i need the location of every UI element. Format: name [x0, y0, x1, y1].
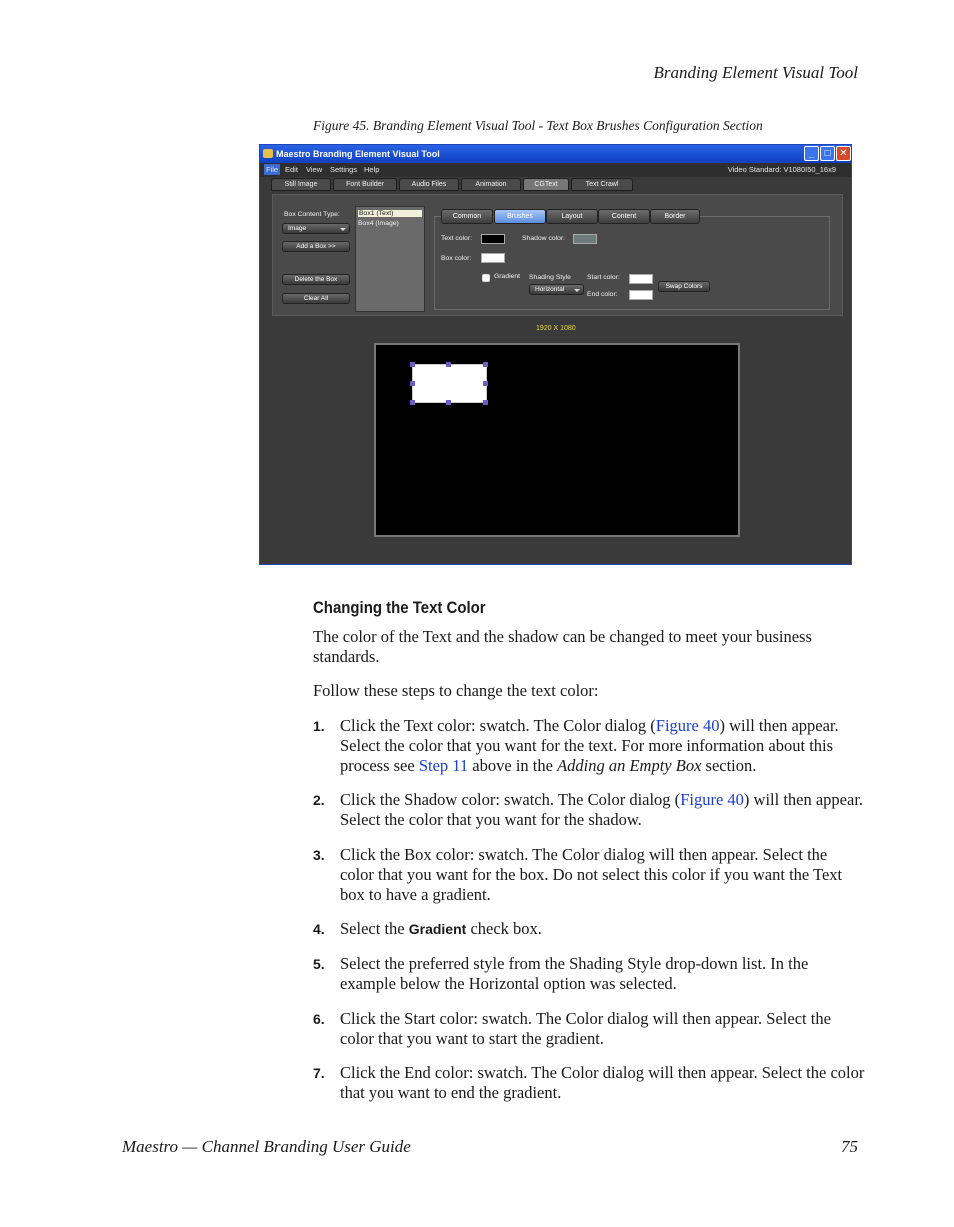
step-text-part: above in the	[468, 756, 558, 775]
intro-paragraph: The color of the Text and the shadow can be changed to meet your business standards.	[313, 627, 812, 666]
step-text: Click the Box color: swatch. The Color dialog will then appear. Select the color that you want for the box. Do not select this color if you want the Text box to have a gradient.	[340, 845, 843, 904]
figure-40-link[interactable]: Figure 40	[655, 716, 720, 735]
step-11-link[interactable]: Step 11	[418, 756, 469, 775]
chevron-down-icon	[574, 289, 580, 292]
running-header: Branding Element Visual Tool	[653, 63, 858, 82]
step-text	[340, 790, 865, 830]
tab-cgtext[interactable]: CGText	[523, 178, 569, 191]
minimize-icon[interactable]: _	[804, 146, 819, 161]
step-number: 1.	[313, 718, 325, 734]
step-text-part: section.	[701, 756, 757, 775]
text-color-swatch[interactable]	[481, 234, 505, 244]
figure-caption: Figure 45. Branding Element Visual Tool - Text Box Brushes Configuration Section	[313, 118, 763, 133]
step-text-bold: Gradient	[408, 921, 467, 937]
menu-file[interactable]: File	[266, 165, 279, 174]
end-color-swatch[interactable]	[629, 290, 653, 300]
box-list[interactable]	[355, 206, 425, 312]
step-text: Select the preferred style from the Shading Style drop-down list. In the example below the Horizontal option was selected.	[340, 954, 809, 993]
step-number: 3.	[313, 847, 325, 863]
close-icon[interactable]: ✕	[836, 146, 851, 161]
shading-style-value: Horizontal	[535, 286, 565, 293]
app-window-screenshot	[259, 144, 852, 565]
content-type-dropdown[interactable]	[282, 223, 350, 234]
text-color-label: Text color:	[441, 235, 472, 242]
swap-colors-button[interactable]: Swap Colors	[658, 281, 710, 292]
shadow-color-swatch[interactable]	[573, 234, 597, 244]
step-number: 7.	[313, 1065, 325, 1081]
subtab-layout[interactable]: Layout	[546, 209, 598, 224]
shading-style-dropdown[interactable]	[529, 284, 584, 295]
subtab-content[interactable]: Content	[598, 209, 650, 224]
clear-all-button[interactable]: Clear All	[282, 293, 350, 304]
list-item[interactable]: Box4 (Image)	[358, 220, 399, 227]
resize-handle[interactable]	[410, 400, 415, 405]
step-text-part: Click the Text color: swatch. The Color dialog (	[340, 716, 656, 735]
step-text	[340, 919, 865, 939]
tab-font-builder[interactable]: Font Builder	[333, 178, 397, 191]
preview-canvas[interactable]	[374, 343, 740, 537]
subtab-brushes[interactable]: Brushes	[494, 209, 546, 224]
gradient-checkbox[interactable]	[482, 274, 490, 282]
step-text-italic: Adding an Empty Box	[557, 756, 702, 775]
video-standard: Video Standard: V1080I50_16x9	[727, 165, 836, 174]
resize-handle[interactable]	[483, 381, 488, 386]
lead-paragraph: Follow these steps to change the text color:	[313, 681, 599, 700]
box-color-swatch[interactable]	[481, 253, 505, 263]
gradient-label: Gradient	[494, 273, 521, 280]
selected-text-box[interactable]	[412, 364, 487, 403]
main-tabs	[260, 177, 851, 192]
delete-box-button[interactable]: Delete the Box	[282, 274, 350, 285]
chevron-down-icon	[340, 228, 346, 231]
resize-handle[interactable]	[410, 381, 415, 386]
menu-bar	[260, 163, 851, 177]
step-text-part: ) will then appear. Select the color that you want for the shadow.	[340, 790, 864, 829]
step-text: Click the Start color: swatch. The Color dialog will then appear. Select the color that you want to start the gradient.	[340, 1009, 831, 1048]
start-color-label: Start color:	[587, 274, 620, 281]
menu-edit[interactable]: Edit	[285, 165, 298, 174]
step-text	[340, 716, 865, 776]
step-number: 4.	[313, 921, 325, 937]
window-title: Maestro Branding Element Visual Tool	[276, 149, 440, 159]
tab-text-crawl[interactable]: Text Crawl	[571, 178, 633, 191]
footer-title: Maestro — Channel Branding User Guide	[122, 1137, 411, 1156]
step-text-part: Click the Shadow color: swatch. The Color dialog (	[340, 790, 681, 809]
tab-audio-files[interactable]: Audio Files	[399, 178, 459, 191]
box-content-type-label: Box Content Type:	[284, 211, 340, 218]
menu-settings[interactable]: Settings	[330, 165, 358, 174]
shadow-color-label: Shadow color:	[522, 235, 566, 242]
figure-40-link[interactable]: Figure 40	[680, 790, 744, 809]
step-text-part: Select the	[340, 919, 409, 938]
list-item[interactable]: Box1 (Text)	[358, 210, 422, 217]
resize-handle[interactable]	[446, 362, 451, 367]
app-icon	[263, 149, 273, 158]
resize-handle[interactable]	[410, 362, 415, 367]
start-color-swatch[interactable]	[629, 274, 653, 284]
shading-style-label: Shading Style	[529, 274, 571, 281]
resize-handle[interactable]	[446, 400, 451, 405]
add-box-button[interactable]: Add a Box >>	[282, 241, 350, 252]
page-number: 75	[841, 1137, 858, 1156]
content-type-value: Image	[288, 225, 307, 232]
subtab-common[interactable]: Common	[441, 209, 493, 224]
tab-animation[interactable]: Animation	[461, 178, 521, 191]
menu-help[interactable]: Help	[364, 165, 380, 174]
step-text: Click the End color: swatch. The Color dialog will then appear. Select the color that you want to end the gradient.	[340, 1063, 865, 1102]
box-color-label: Box color:	[441, 255, 472, 262]
subtab-border[interactable]: Border	[650, 209, 700, 224]
step-number: 6.	[313, 1011, 325, 1027]
step-number: 2.	[313, 792, 325, 808]
step-text-part: ) will then appear. Select the color that you want for the text. For more information about this process see	[340, 716, 839, 775]
step-number: 5.	[313, 956, 325, 972]
resize-handle[interactable]	[483, 400, 488, 405]
section-title: Changing the Text Color	[313, 598, 486, 617]
end-color-label: End color:	[587, 291, 618, 298]
resize-handle[interactable]	[483, 362, 488, 367]
resolution-label: 1920 X 1080	[536, 325, 576, 332]
maximize-icon[interactable]: □	[820, 146, 835, 161]
menu-view[interactable]: View	[306, 165, 323, 174]
title-bar	[260, 145, 851, 163]
tab-still-image[interactable]: Still Image	[271, 178, 331, 191]
step-text-part: check box.	[466, 919, 542, 938]
